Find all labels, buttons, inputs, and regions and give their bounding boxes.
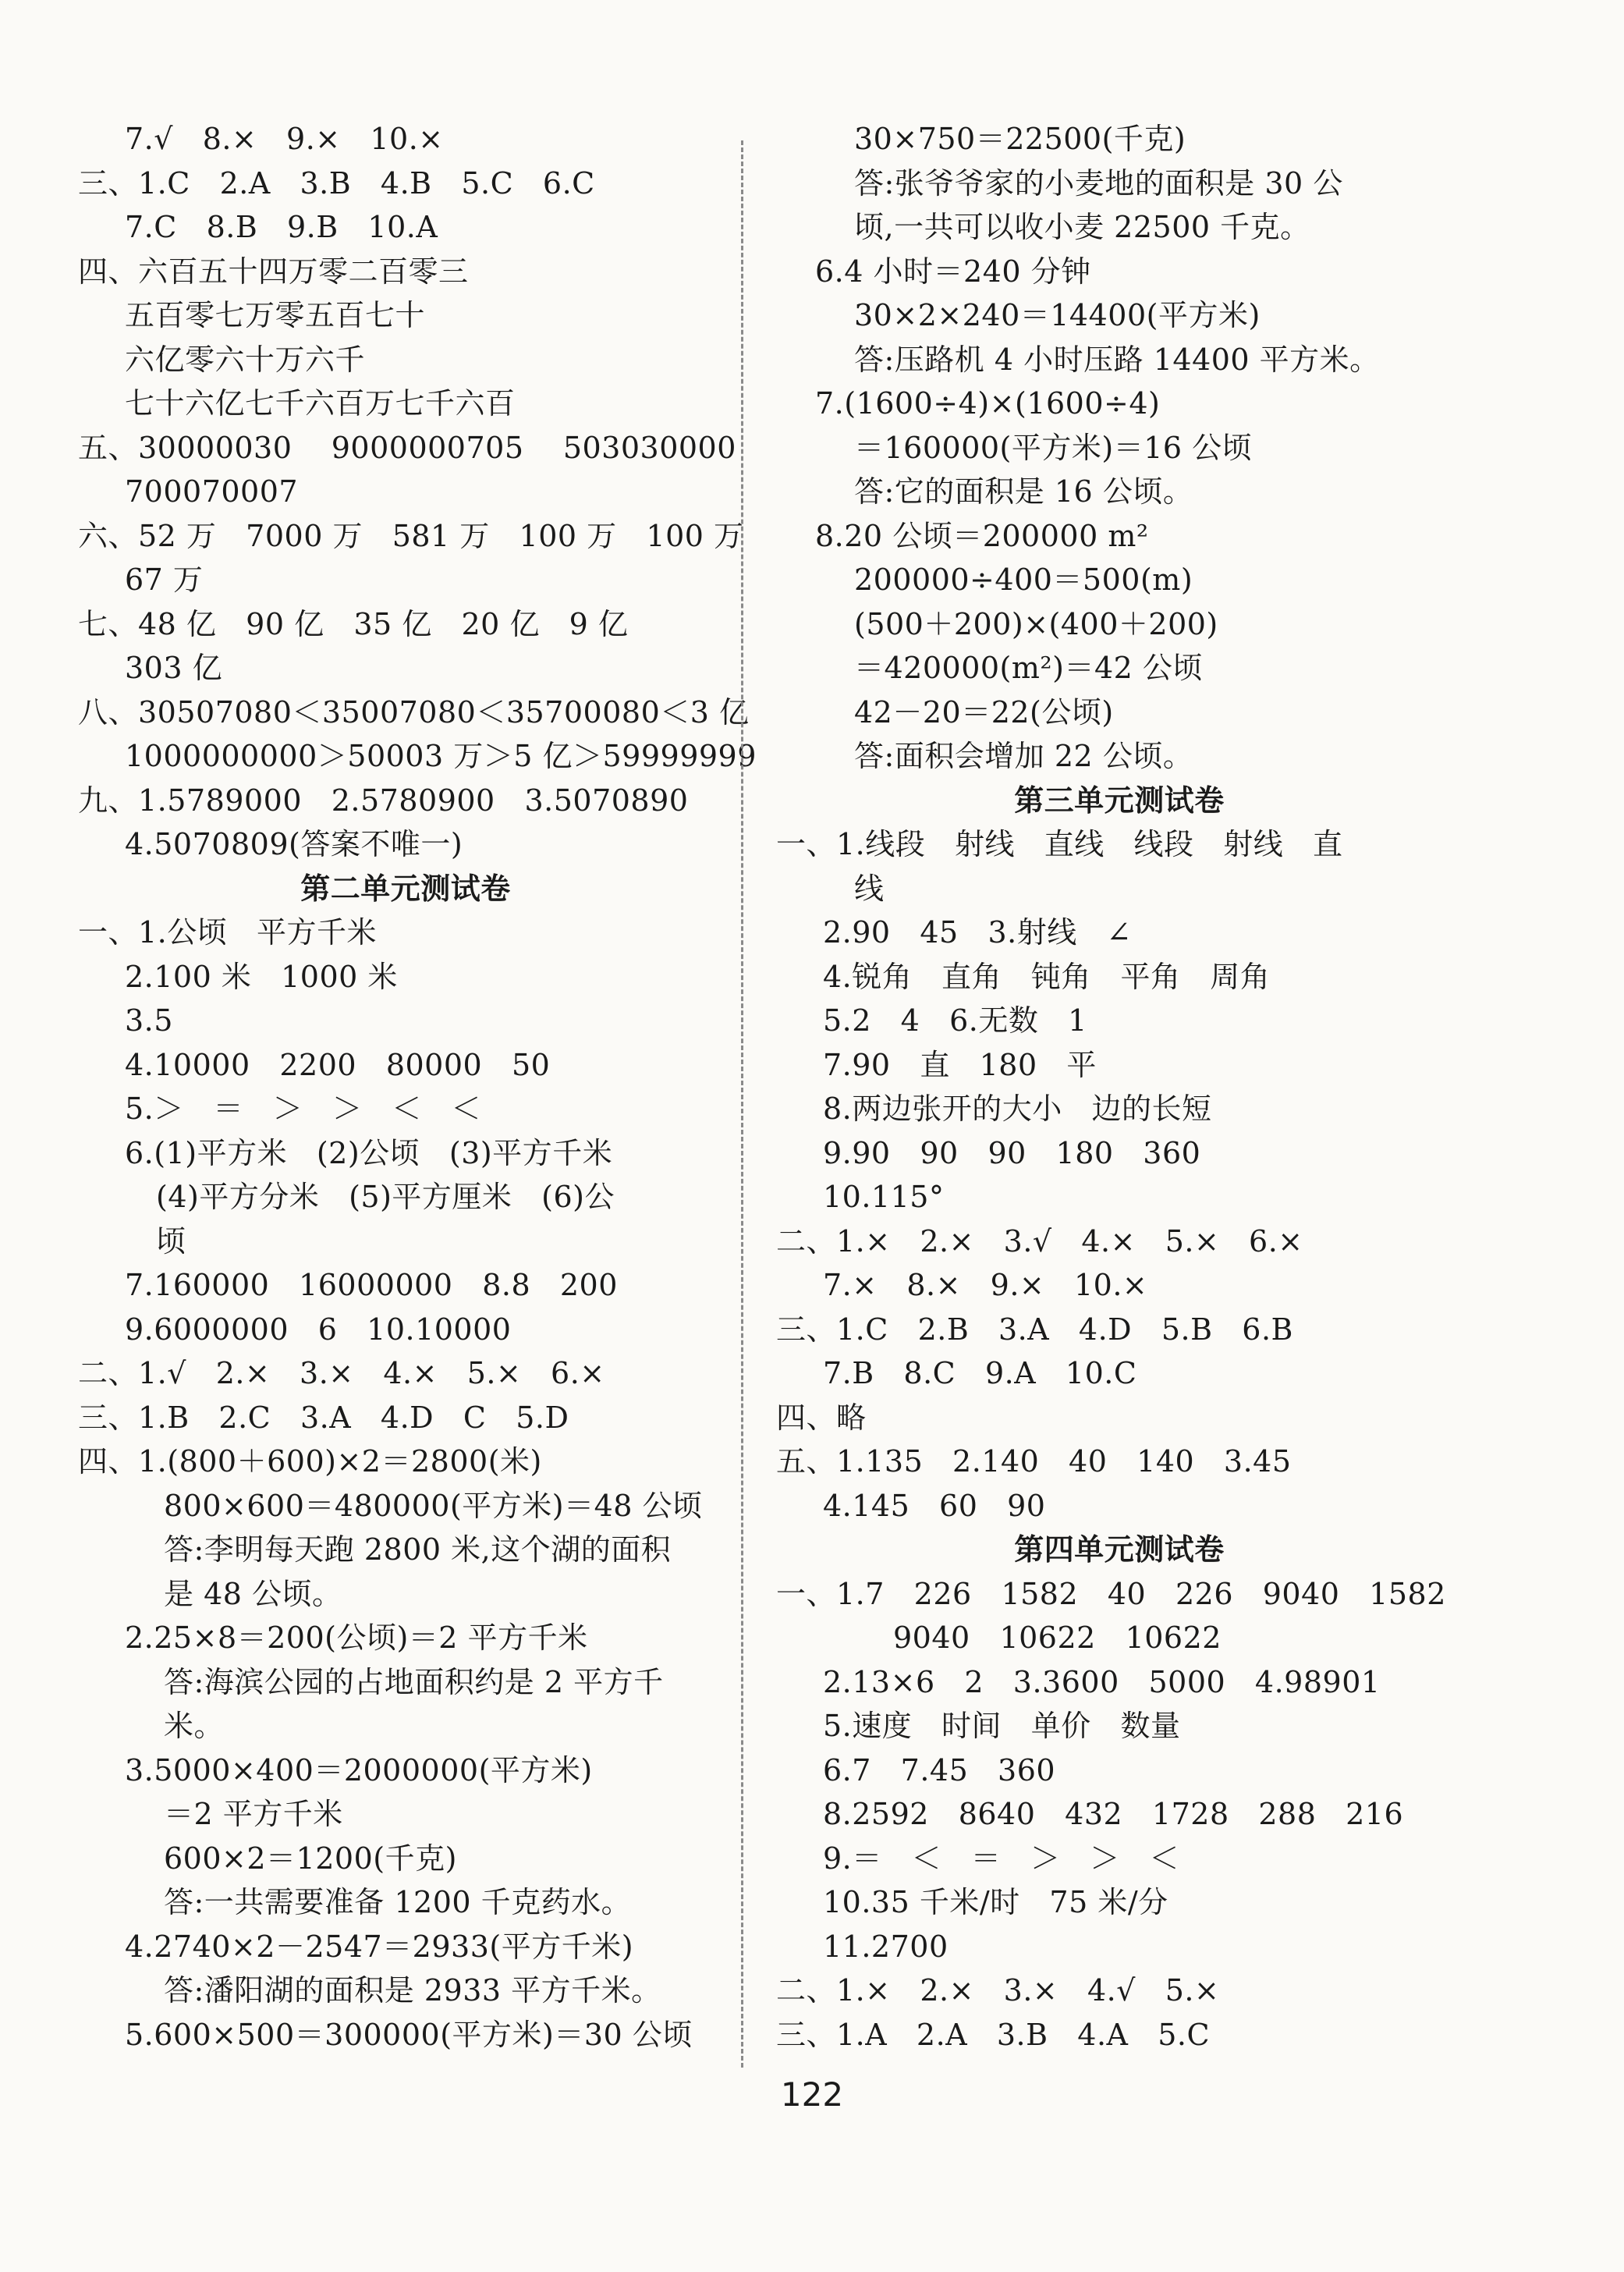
answer-line: 67 万 — [125, 563, 204, 597]
answer-line: 6.7 7.45 360 — [823, 1752, 1056, 1787]
answer-line: 5.速度 时间 单价 数量 — [823, 1709, 1181, 1743]
answer-line: 8.20 公顷＝200000 m² — [815, 518, 1149, 553]
page-number: 122 — [780, 2075, 844, 2114]
answer-line: 一、1.公顷 平方千米 — [78, 915, 377, 950]
answer-line: 5.＞ ＝ ＞ ＞ ＜ ＜ — [125, 1092, 481, 1126]
answer-line: 二、1.√ 2.× 3.× 4.× 5.× 6.× — [78, 1356, 605, 1390]
answer-line: 200000÷400＝500(m) — [854, 563, 1193, 597]
answer-line: 四、六百五十四万零二百零三 — [78, 254, 469, 289]
answer-line: 答:李明每天跑 2800 米,这个湖的面积 — [164, 1532, 672, 1567]
answer-line: 八、30507080＜35007080＜35700080＜3 亿 — [78, 694, 750, 730]
answer-line: (4)平方分米 (5)平方厘米 (6)公 — [156, 1180, 615, 1214]
section-heading: 第二单元测试卷 — [300, 870, 511, 906]
answer-line: 9.6000000 6 10.10000 — [125, 1312, 512, 1347]
answer-line: 2.13×6 2 3.3600 5000 4.98901 — [823, 1664, 1381, 1699]
answer-line: 三、1.C 2.A 3.B 4.B 5.C 6.C — [78, 165, 595, 201]
answer-line: 2.100 米 1000 米 — [125, 959, 398, 994]
answer-line: 8.两边张开的大小 边的长短 — [823, 1092, 1212, 1126]
answer-line: 4.锐角 直角 钝角 平角 周角 — [823, 959, 1271, 994]
answer-line: 8.2592 8640 432 1728 288 216 — [823, 1797, 1404, 1831]
answer-line: 3.5 — [125, 1003, 173, 1038]
answer-line: 五百零七万零五百七十 — [125, 298, 426, 332]
answer-line: 五、30000030 9000000705 503030000 — [78, 430, 736, 465]
answer-line: 2.25×8＝200(公顷)＝2 平方千米 — [125, 1621, 588, 1655]
answer-line: 三、1.C 2.B 3.A 4.D 5.B 6.B — [776, 1312, 1293, 1347]
answer-line: 6.4 小时＝240 分钟 — [815, 254, 1091, 289]
answer-line: 米。 — [164, 1709, 225, 1743]
answer-line: 答:一共需要准备 1200 千克药水。 — [164, 1885, 632, 1919]
answer-line: 5.600×500＝300000(平方米)＝30 公顷 — [125, 2017, 693, 2052]
answer-line: 303 亿 — [125, 651, 223, 685]
answer-line: 七、48 亿 90 亿 35 亿 20 亿 9 亿 — [78, 606, 629, 641]
answer-line: 答:面积会增加 22 公顷。 — [854, 739, 1193, 773]
answer-line: ＝420000(m²)＝42 公顷 — [854, 651, 1203, 685]
answer-line: 答:压路机 4 小时压路 14400 平方米。 — [854, 342, 1380, 377]
answer-line: 800×600＝480000(平方米)＝48 公顷 — [164, 1488, 703, 1523]
answer-line: 答:张爷爷家的小麦地的面积是 30 公 — [854, 165, 1343, 201]
answer-line: 二、1.× 2.× 3.× 4.√ 5.× — [776, 1973, 1220, 2008]
right-column — [776, 117, 1463, 2057]
answer-line: 是 48 公顷。 — [164, 1576, 342, 1611]
answer-line: (500＋200)×(400＋200) — [854, 606, 1218, 641]
answer-line: 10.115° — [823, 1180, 945, 1214]
section-heading: 第四单元测试卷 — [1014, 1532, 1225, 1567]
answer-line: 5.2 4 6.无数 1 — [823, 1003, 1087, 1038]
answer-line: 600×2＝1200(千克) — [164, 1841, 457, 1876]
answer-line: 线 — [854, 871, 885, 906]
answer-line: 11.2700 — [823, 1929, 949, 1964]
answer-line: 30×750＝22500(千克) — [854, 122, 1186, 156]
answer-line: 6.(1)平方米 (2)公顷 (3)平方千米 — [125, 1135, 613, 1170]
answer-line: 答:海滨公园的占地面积约是 2 平方千 — [164, 1664, 664, 1699]
answer-line: 4.145 60 90 — [823, 1488, 1046, 1523]
answer-line: 9.＝ ＜ ＝ ＞ ＞ ＜ — [823, 1841, 1179, 1876]
answer-line: 7.B 8.C 9.A 10.C — [823, 1356, 1137, 1390]
answer-line: 六亿零六十万六千 — [125, 342, 366, 377]
answer-line: 三、1.B 2.C 3.A 4.D C 5.D — [78, 1400, 569, 1435]
answer-line: 4.2740×2－2547＝2933(平方千米) — [125, 1929, 634, 1964]
answer-line: 六、52 万 7000 万 581 万 100 万 100 万 — [78, 518, 744, 553]
answer-line: 7.(1600÷4)×(1600÷4) — [815, 386, 1161, 421]
answer-line: 7.× 8.× 9.× 10.× — [823, 1268, 1148, 1302]
answer-line: 四、略 — [776, 1400, 867, 1435]
answer-line: 4.5070809(答案不唯一) — [125, 827, 463, 861]
answer-line: 7.160000 16000000 8.8 200 — [125, 1268, 618, 1302]
answer-line: 五、1.135 2.140 40 140 3.45 — [776, 1444, 1292, 1479]
answer-line: 四、1.(800＋600)×2＝2800(米) — [78, 1444, 542, 1479]
answer-line: 7.90 直 180 平 — [823, 1047, 1097, 1082]
answer-line: 3.5000×400＝2000000(平方米) — [125, 1752, 593, 1787]
answer-line: 7.C 8.B 9.B 10.A — [125, 210, 438, 244]
answer-line: 700070007 — [125, 474, 299, 509]
answer-line: 7.√ 8.× 9.× 10.× — [125, 122, 444, 156]
answer-line: 4.10000 2200 80000 50 — [125, 1047, 551, 1082]
answer-line: 答:它的面积是 16 公顷。 — [854, 474, 1193, 509]
section-heading: 第三单元测试卷 — [1014, 782, 1225, 818]
answer-line: 顷,一共可以收小麦 22500 千克。 — [854, 210, 1310, 244]
answer-line: 9.90 90 90 180 360 — [823, 1135, 1201, 1170]
answer-line: 9040 10622 10622 — [893, 1621, 1222, 1655]
answer-line: 九、1.5789000 2.5780900 3.5070890 — [78, 783, 689, 818]
answer-line: 10.35 千米/时 75 米/分 — [823, 1885, 1168, 1919]
answer-line: 三、1.A 2.A 3.B 4.A 5.C — [776, 2017, 1211, 2052]
answer-line: 二、1.× 2.× 3.√ 4.× 5.× 6.× — [776, 1223, 1303, 1258]
answer-line: 42－20＝22(公顷) — [854, 694, 1114, 730]
answer-line: ＝2 平方千米 — [164, 1797, 343, 1831]
left-column — [78, 117, 757, 2057]
answer-line: 顷 — [156, 1223, 186, 1258]
answer-line: 一、1.线段 射线 直线 线段 射线 直 — [776, 827, 1343, 861]
answer-line: 答:潘阳湖的面积是 2933 平方千米。 — [164, 1973, 661, 2008]
column-divider — [741, 140, 743, 2068]
answer-line: 2.90 45 3.射线 ∠ — [823, 915, 1132, 950]
answer-line: 一、1.7 226 1582 40 226 9040 1582 — [776, 1576, 1446, 1611]
answer-line: 七十六亿七千六百万七千六百 — [125, 386, 516, 421]
answer-line: ＝160000(平方米)＝16 公顷 — [854, 430, 1253, 465]
answer-line: 30×2×240＝14400(平方米) — [854, 298, 1261, 332]
answer-line: 1000000000＞50003 万＞5 亿＞59999999 — [125, 739, 757, 773]
